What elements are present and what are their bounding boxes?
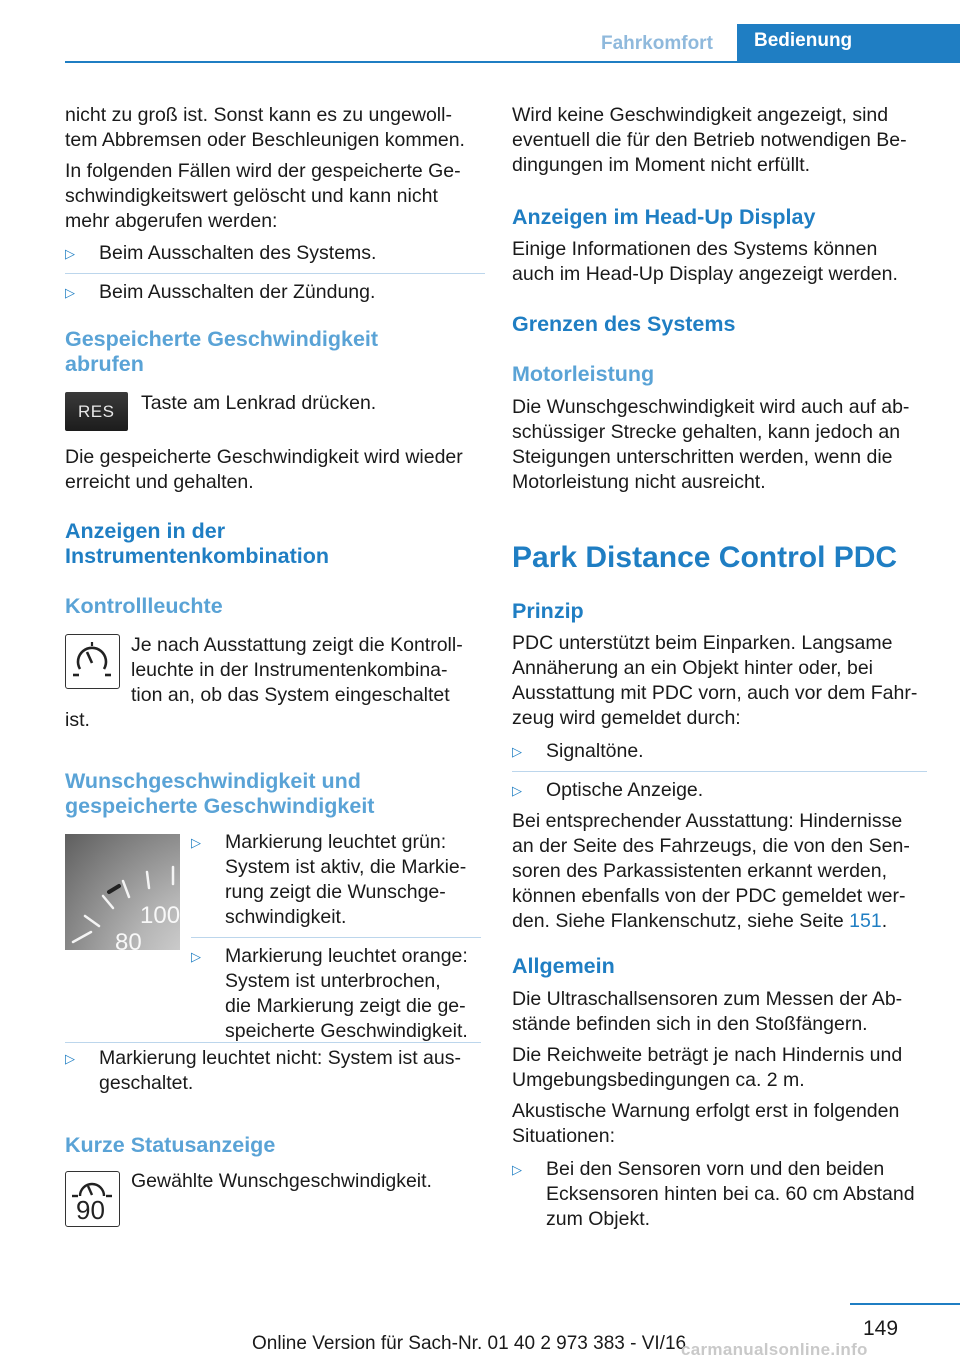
- line: schwindigkeitswert gelöscht und kann nicht: [65, 185, 438, 207]
- prinzip-text: [512, 631, 932, 934]
- page-link-151[interactable]: 151: [849, 910, 882, 932]
- bullet-icon: ▷: [191, 949, 201, 964]
- res-button-icon: [65, 392, 128, 431]
- line: auch im Head-Up Display angezeigt werden.: [512, 263, 898, 285]
- cruise-control-indicator-icon: [65, 634, 120, 689]
- kontroll-text-end: ist.: [65, 709, 90, 731]
- line: mehr abgerufen werden:: [65, 210, 278, 232]
- line: abrufen: [65, 352, 144, 376]
- bullet-icon: ▷: [65, 246, 75, 261]
- line: Die Ultraschallsensoren zum Messen der Ab-: [512, 988, 903, 1010]
- line: Die Wunschgeschwindigkeit wird auch auf ab-: [512, 396, 910, 418]
- kontroll-text: [131, 633, 481, 708]
- heading-gespeicherte-abrufen: [65, 327, 378, 377]
- line: Je nach Ausstattung zeigt die Kontroll-: [131, 634, 463, 656]
- line: Bei entsprechender Ausstattung: Hindernisse: [512, 810, 903, 832]
- text: .: [881, 910, 888, 932]
- list-item-text: Beim Ausschalten der Zündung.: [99, 281, 376, 303]
- list-item-text: Beim Ausschalten des Systems.: [99, 242, 377, 264]
- heading-anzeigen-instrument: [65, 519, 329, 569]
- heading-motorleistung: Motorleistung: [512, 362, 655, 386]
- line: Annäherung an ein Objekt hinter oder, bei: [512, 657, 874, 679]
- line: Umgebungsbedingungen ca. 2 m.: [512, 1069, 805, 1091]
- tab-bedienung: [737, 24, 960, 61]
- divider: [191, 937, 481, 938]
- line: Ecksensoren hinten bei ca. 60 cm Abstand: [546, 1183, 915, 1205]
- list-item: [65, 1046, 481, 1096]
- heading-prinzip: Prinzip: [512, 599, 584, 623]
- line: gespeicherte Geschwindigkeit: [65, 794, 375, 818]
- list-item: [65, 241, 485, 273]
- heading-wunschgeschwindigkeit: [65, 769, 374, 819]
- line: zeug wird gemeldet durch:: [512, 707, 741, 729]
- line: In folgenden Fällen wird der gespeicherte Ge-: [65, 160, 461, 182]
- heading-grenzen: Grenzen des Systems: [512, 312, 736, 336]
- line: an der Seite des Fahrzeugs, die von den Sen-: [512, 835, 910, 857]
- line: zum Objekt.: [546, 1208, 651, 1230]
- line: nicht zu groß ist. Sonst kann es zu ungewoll-: [65, 104, 452, 126]
- para-ausstattung: [512, 809, 932, 934]
- list-item: [512, 739, 932, 771]
- para-1: [65, 103, 485, 153]
- header-rule: [65, 61, 960, 63]
- heading-park-distance-control: Park Distance Control PDC: [512, 541, 898, 574]
- watermark: carmanualsonline.info: [681, 1340, 868, 1359]
- line: Markierung leuchtet nicht: System ist aus-: [99, 1047, 461, 1069]
- line: Die Reichweite beträgt je nach Hindernis und: [512, 1044, 903, 1066]
- divider: [65, 273, 485, 274]
- line: leuchte in der Instrumentenkombina-: [131, 659, 448, 681]
- para: [512, 1099, 932, 1149]
- bullet-icon: ▷: [65, 285, 75, 300]
- page-number: 149: [863, 1317, 899, 1340]
- speedometer-gauge-image: [65, 834, 180, 950]
- line: [512, 909, 932, 934]
- list-item: [512, 1157, 932, 1232]
- speed-value: 90: [76, 1195, 105, 1225]
- line: Wird keine Geschwindigkeit angezeigt, sind: [512, 104, 889, 126]
- line: können ebenfalls von der PDC gemeldet wer-: [512, 885, 906, 907]
- line: soren des Parkassistenten erkannt werden,: [512, 860, 888, 882]
- line: erreicht und gehalten.: [65, 471, 254, 493]
- text: den. Siehe Flankenschutz, siehe Seite: [512, 910, 850, 932]
- res-label: RES: [78, 402, 115, 421]
- list-item: [191, 944, 481, 1051]
- para-3: [65, 445, 463, 495]
- wunsch-list: [191, 830, 481, 1051]
- line: Akustische Warnung erfolgt erst in folgenden: [512, 1100, 900, 1122]
- list-item-text: Signaltöne.: [546, 740, 644, 762]
- line: Instrumentenkombination: [65, 544, 329, 568]
- line: System ist unterbrochen,: [225, 970, 441, 992]
- line: Markierung leuchtet orange:: [225, 945, 468, 967]
- line: schwindigkeit.: [225, 906, 347, 928]
- line: Gespeicherte Geschwindigkeit: [65, 327, 379, 351]
- left-column: [65, 103, 485, 305]
- footer-rule: [850, 1303, 960, 1305]
- line: Bei den Sensoren vorn und den beiden: [546, 1158, 885, 1180]
- para: [512, 1043, 932, 1093]
- line: Einige Informationen des Systems können: [512, 238, 878, 260]
- bullet-icon: ▷: [191, 835, 201, 850]
- divider: [512, 771, 927, 772]
- speed-status-icon: [65, 1171, 120, 1227]
- bullet-icon: ▷: [65, 1051, 75, 1066]
- heading-kontrollleuchte: Kontrollleuchte: [65, 594, 223, 618]
- tab-fahrkomfort: Fahrkomfort: [601, 33, 713, 54]
- line: PDC unterstützt beim Einparken. Langsame: [512, 632, 893, 654]
- list-item: [512, 778, 932, 803]
- line: Markierung leuchtet grün:: [225, 831, 447, 853]
- line: Ausstattung mit PDC vorn, auch vor dem Fahr-: [512, 682, 918, 704]
- line: tion an, ob das System eingeschaltet: [131, 684, 450, 706]
- line: geschaltet.: [99, 1072, 194, 1094]
- gauge-label-100: 100: [140, 902, 180, 929]
- line: Situationen:: [512, 1125, 615, 1147]
- allgemein-text: [512, 987, 932, 1232]
- bullet-icon: ▷: [512, 1162, 522, 1177]
- heading-head-up-display: Anzeigen im Head-Up Display: [512, 205, 816, 229]
- line: stände befinden sich in den Stoßfängern.: [512, 1013, 868, 1035]
- para-2: [65, 159, 485, 234]
- line: schüssiger Strecke gehalten, kann jedoch an: [512, 421, 901, 443]
- list-item: [65, 280, 485, 305]
- list-item: [191, 830, 481, 937]
- res-text: Taste am Lenkrad drücken.: [141, 392, 377, 414]
- line: die Markierung zeigt die ge-: [225, 995, 466, 1017]
- tab-bedienung-label: Bedienung: [754, 30, 853, 51]
- motor-text: [512, 395, 909, 495]
- line: Die gespeicherte Geschwindigkeit wird wieder: [65, 446, 463, 468]
- bullet-icon: ▷: [512, 783, 522, 798]
- line: eventuell die für den Betrieb notwendigen Be-: [512, 129, 907, 151]
- list-item-text: Optische Anzeige.: [546, 779, 704, 801]
- line: Steigungen unterschritten werden, wenn die: [512, 446, 893, 468]
- line: Wunschgeschwindigkeit und: [65, 769, 361, 793]
- right-para-1: [512, 103, 907, 178]
- line: tem Abbremsen oder Beschleunigen kommen.: [65, 129, 465, 151]
- hud-text: [512, 237, 898, 287]
- line: speicherte Geschwindigkeit.: [225, 1020, 468, 1042]
- line: rung zeigt die Wunschge-: [225, 881, 446, 903]
- kurz-text: Gewählte Wunschgeschwindigkeit.: [131, 1170, 432, 1192]
- line: Motorleistung nicht ausreicht.: [512, 471, 766, 493]
- gauge-label-80: 80: [115, 929, 142, 950]
- heading-allgemein: Allgemein: [512, 954, 615, 978]
- line: Anzeigen in der: [65, 519, 226, 543]
- bullet-icon: ▷: [512, 744, 522, 759]
- line: dingungen im Moment nicht erfüllt.: [512, 154, 811, 176]
- online-version-text: Online Version für Sach-Nr. 01 40 2 973 383 - VI/16: [252, 1333, 687, 1354]
- divider: [65, 1042, 481, 1043]
- heading-kurze-statusanzeige: Kurze Statusanzeige: [65, 1133, 276, 1157]
- line: System ist aktiv, die Markie-: [225, 856, 467, 878]
